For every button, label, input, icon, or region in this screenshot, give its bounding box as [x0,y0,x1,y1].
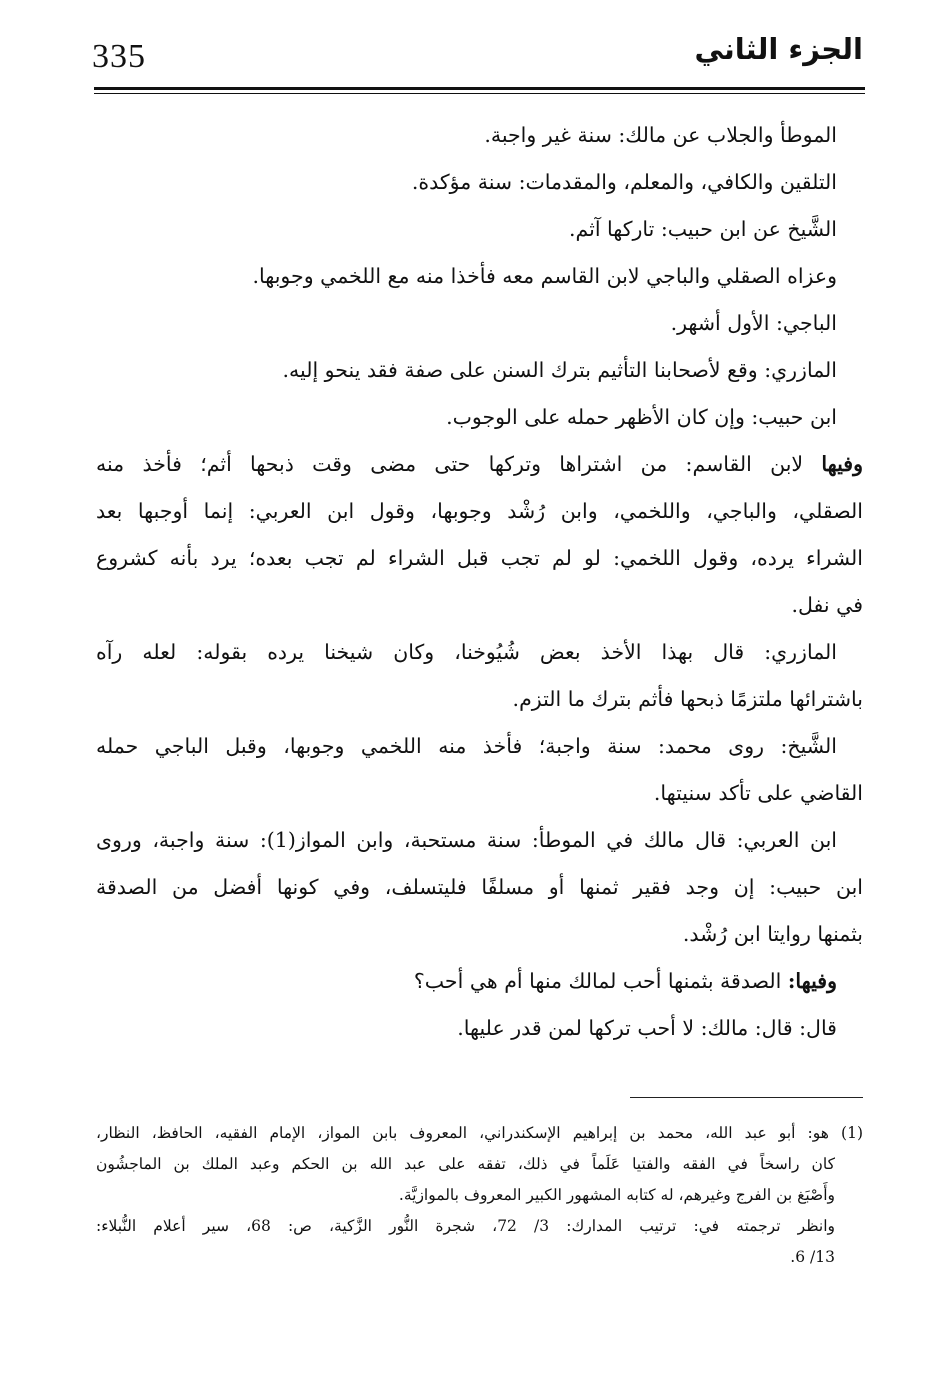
line-text: الصقلي، والباجي، واللخمي، وابن رُشْد وجوبها، وقول ابن العربي: إنما أوجبها بعد [96,499,863,523]
text-line [96,441,863,488]
footnote-line: كان راسخاً في الفقه والفتيا عَلَماً في ذلك، تفقه على عبد الله بن الحكم وعبد الملك بن الماجشُون [96,1155,835,1173]
line-text: الباجي: الأول أشهر. [670,311,837,335]
text-line [96,535,863,582]
text-line [96,206,863,253]
text-line [96,1005,863,1052]
text-line [96,112,863,159]
line-text: بثمنها روايتا ابن رُشْد. [682,922,863,946]
text-line [96,676,863,723]
text-line [96,770,863,817]
text-line [96,911,863,958]
bold-lead-word: وفيها [821,452,863,476]
page-number: 335 [92,38,146,75]
text-line [96,817,863,864]
line-text: الصدقة بثمنها أحب لمالك منها أم هي أحب؟ [413,969,788,993]
text-line [96,394,863,441]
line-text: باشترائها ملتزمًا ذبحها فأثم بترك ما التزم. [512,687,863,711]
text-line [96,958,863,1005]
text-line [96,629,863,676]
text-line [96,159,863,206]
line-text: الموطأ والجلاب عن مالك: سنة غير واجبة. [484,123,837,147]
line-text: وعزاه الصقلي والباجي لابن القاسم معه فأخذا منه مع اللخمي وجوبها. [252,264,837,288]
text-line [96,488,863,535]
line-text: الشَّيخ عن ابن حبيب: تاركها آثم. [568,217,837,241]
line-text: ابن حبيب: وإن كان الأظهر حمله على الوجوب. [446,405,837,429]
line-text: الشراء يرده، وقول اللخمي: لو لم تجب قبل الشراء لم تجب بعده؛ يرد بأنه كشروع [96,546,863,570]
footnote-line: (1) هو: أبو عبد الله، محمد بن إبراهيم الإسكندراني، المعروف بابن المواز، الإمام الفقيه، الحافظ، النظار، [96,1124,863,1142]
line-text: لابن القاسم: من اشتراها وتركها حتى مضى وقت ذبحها أثم؛ فأخذ منه [96,452,822,476]
footnotes [96,1118,863,1273]
line-text: المازري: قال بهذا الأخذ بعض شُيُوخنا، وكان شيخنا يرده بقوله: لعله رآه [96,640,837,664]
line-text: التلقين والكافي، والمعلم، والمقدمات: سنة مؤكدة. [411,170,837,194]
line-text: ابن العربي: قال مالك في الموطأ: سنة مستحبة، وابن المواز(1): سنة واجبة، وروى [96,828,837,852]
line-text: ابن حبيب: إن وجد فقير ثمنها أو مسلفًا فليتسلف، وفي كونها أفضل من الصدقة [96,875,863,899]
running-header-title: الجزء الثاني [694,32,863,66]
footnote-line: وأَصْبَغ بن الفرج وغيرهم، له كتابه المشهور الكبير المعروف بالموازيَّة. [398,1186,835,1204]
main-text [96,112,863,1052]
line-text: قال: قال: مالك: لا أحب تركها لمن قدر عليها. [457,1016,837,1040]
text-line [96,864,863,911]
line-text: في نفل. [791,593,863,617]
text-line [96,723,863,770]
footnote-line: 13/ 6. [790,1248,835,1266]
line-text: الشَّيخ: روى محمد: سنة واجبة؛ فأخذ منه اللخمي وجوبها، وقبل الباجي حمله [96,734,837,758]
bold-lead-word: وفيها: [787,969,837,993]
footnote-line: وانظر ترجمته في: ترتيب المدارك: 3/ 72، شجرة النُّور الزَّكية، ص: 68، سير أعلام النُّبلاء: [96,1217,836,1235]
text-line [96,347,863,394]
text-line [96,253,863,300]
footnote-separator [630,1097,863,1098]
line-text: القاضي على تأكد سنيتها. [653,781,863,805]
header-rule-thick [94,87,865,90]
text-line [96,582,863,629]
header-rule-thin [94,93,865,94]
text-line [96,300,863,347]
line-text: المازري: وقع لأصحابنا التأثيم بترك السنن على صفة فقد ينحو إليه. [282,358,837,382]
